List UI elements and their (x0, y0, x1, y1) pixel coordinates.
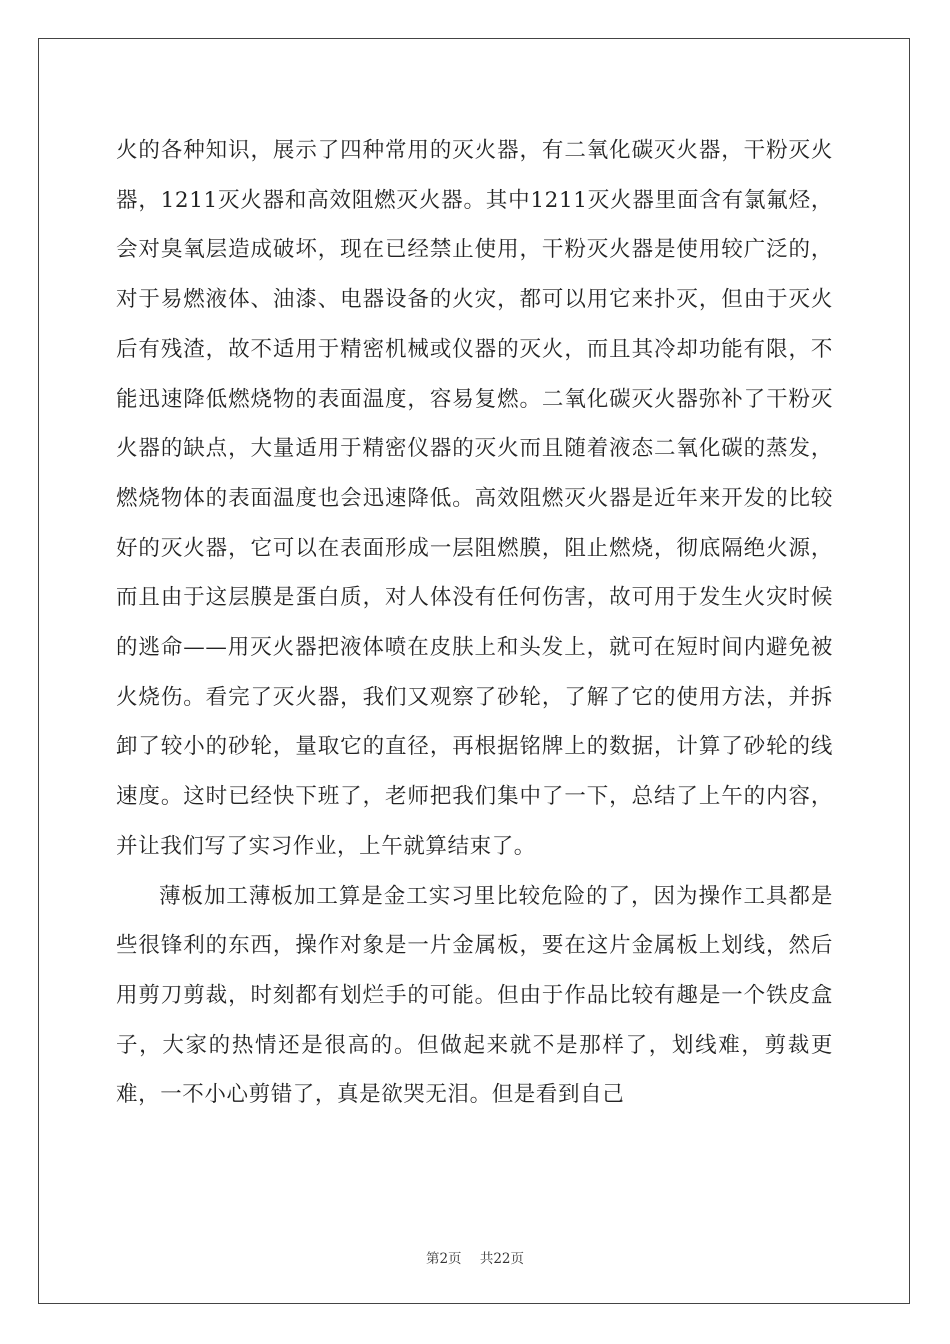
document-body (116, 126, 833, 1120)
paragraph-1: 火的各种知识，展示了四种常用的灭火器，有二氧化碳灭火器，干粉灭火器，1211灭火器和高效阻燃灭火器。其中1211灭火器里面含有氯氟烃，会对臭氧层造成破坏，现在已经禁止使用，干粉灭火器是使用较广泛的，对于易燃液体、油漆、电器设备的火灾，都可以用它来扑灭，但由于灭火后有残渣，故不适用于精密机械或仪器的灭火，而且其冷却功能有限，不能迅速降低燃烧物的表面温度，容易复燃。二氧化碳灭火器弥补了干粉灭火器的缺点，大量适用于精密仪器的灭火而且随着液态二氧化碳的蒸发，燃烧物体的表面温度也会迅速降低。高效阻燃灭火器是近年来开发的比较好的灭火器，它可以在表面形成一层阻燃膜，阻止燃烧，彻底隔绝火源，而且由于这层膜是蛋白质，对人体没有任何伤害，故可用于发生火灾时候的逃命——用灭火器把液体喷在皮肤上和头发上，就可在短时间内避免被火烧伤。看完了灭火器，我们又观察了砂轮，了解了它的使用方法，并拆卸了较小的砂轮，量取它的直径，再根据铭牌上的数据，计算了砂轮的线速度。这时已经快下班了，老师把我们集中了一下，总结了上午的内容，并让我们写了实习作业，上午就算结束了。 (116, 138, 833, 859)
page-footer (0, 1247, 950, 1267)
page-total: 共22页 (479, 1251, 525, 1267)
page-number: 第2页 (425, 1251, 462, 1267)
paragraph-2: 薄板加工薄板加工算是金工实习里比较危险的了，因为操作工具都是些很锋利的东西，操作对象是一片金属板，要在这片金属板上划线，然后用剪刀剪裁，时刻都有划烂手的可能。但由于作品比较有趣是一个铁皮盒子，大家的热情还是很高的。但做起来就不是那样了，划线难，剪裁更难，一不小心剪错了，真是欲哭无泪。但是看到自己 (116, 883, 833, 1108)
